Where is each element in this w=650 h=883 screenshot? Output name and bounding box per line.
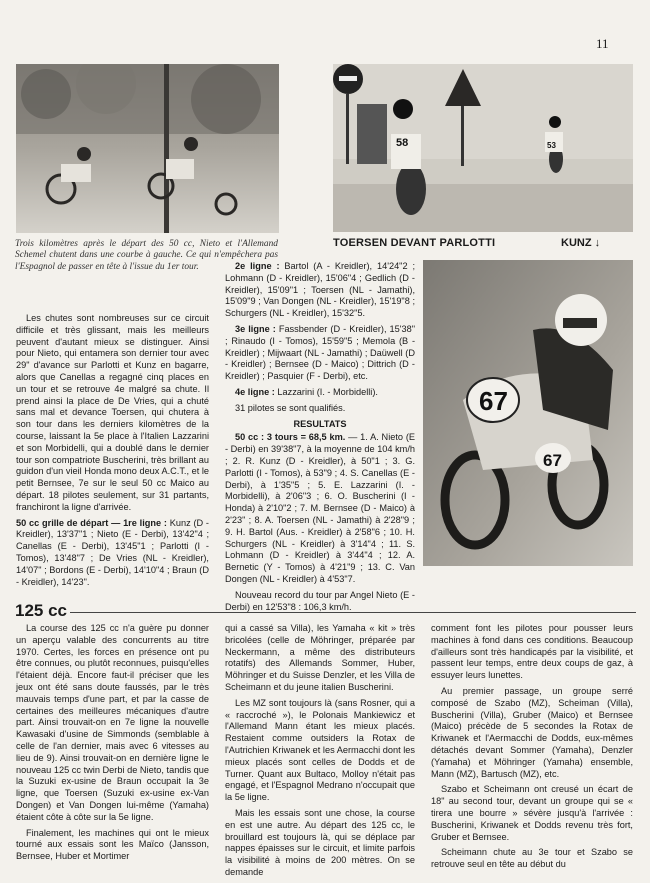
photo-caption: Trois kilomètres après le départ des 50 cc, Nieto et l'Allemand Schemel chutent dans une courbe à gauche. Ce qui n'empêchera pas l'Espagnol de passer en tête à l'issue du 1er tour. xyxy=(15,239,278,272)
grid-50cc-line1 xyxy=(16,518,209,589)
paragraph-mz: Les MZ sont toujours là (sans Rosner, qui a « raccroché »), le Polonais Mankiewicz et l'Allemand Mann étant les mieux placés. Restaient comme outsiders la Rotax de l'Autrichien Kriwanek et les Aermacchi dont les mieux placés sont celles de Dodds et de Turner. Quant aux Bultaco, Molloy n'était pas engagé, et l'Espagnol Medrano n'occupait que la 5e ligne. xyxy=(225,697,415,803)
qualified-note: 31 pilotes se sont qualifiés. xyxy=(235,402,346,413)
bike-number-53: 53 xyxy=(547,141,556,150)
paragraph-chutes: Les chutes sont nombreuses sur ce circuit difficile et très glissant, mais les meilleurs peuvent d'autant mieux se distinguer. Ainsi pour Nieto, qui entamera son dernier tour avec 29" d'avance sur Parlotti et Kunz en bagarre, alors que Canellas a regagné cinq places en un tour et se retrouve 4e malgré sa chute. Il prend ainsi la place de De Vries, qui a chuté sans mal et devance Toersen, qui chutera à son tour dans les derniers kilomètres de la course, laissant la 5e place à l'Italien Lazzarini et son Morbidelli, qui a doublé dans le dernier tour son compatriote Buscherini, très brillant au guidon d'un vieil Honda mono deux A.C.T., et le petit Bernsee, 7e sur le seul 50 cc Maico au départ. 18 pilotes seulement, sur 31 partants, franchiront la ligne d'arrivée. xyxy=(16,313,209,512)
results-50cc xyxy=(225,432,415,585)
kunz-label: KUNZ ↓ xyxy=(561,237,601,249)
bottom-column-3 xyxy=(431,623,633,875)
grid-title: 50 cc grille de départ — 1re ligne : xyxy=(16,517,167,528)
grid-line2 xyxy=(225,261,415,320)
paragraph-szabo: Szabo et Scheimann ont creusé un écart de 18" au second tour, devant un groupe qui se « tirera une bourre » sévère jusqu'à l'arrivée : Buscherini, Kriwanek et Dodds revenu très fort, Gruber et Bernsee. xyxy=(431,784,633,842)
grid-text: Kunz (D - Kreidler), 13'37"1 ; Nieto (E - Derbi), 13'42"4 ; Canellas (E - Derbi), 13'45"1 ; Parlotti (I - Tomos), 13'48"7 ; De Vries (NL - Kreidler), 14'07" ; Bordons (E - Derbi), 14'10"4 ; Braun (D - Kreidler), 14'23". xyxy=(16,517,209,587)
photo-kunz xyxy=(423,260,633,566)
bottom-column-2 xyxy=(225,623,415,883)
bike-number-58: 58 xyxy=(396,137,409,149)
crash-illustration xyxy=(16,64,279,233)
section-rule xyxy=(70,612,636,613)
photo-crash xyxy=(16,64,279,233)
paragraph-course: Mais les essais sont une chose, la course en est une autre. Au départ des 125 cc, le brouillard est toujours là, qui se déplace par nappes épaisses sur le circuit, et limite parfois la visibilité à moins de 200 mètres. On se demande xyxy=(225,807,415,877)
kunz-illustration xyxy=(423,260,633,566)
line3-title: 3e ligne : xyxy=(235,323,276,334)
photo-toersen-parlotti xyxy=(333,64,633,232)
line2-text: Bartol (A - Kreidler), 14'24"2 ; Lohmann (D - Kreidler), 15'06"4 ; Gedlich (D - Kreidler), 15'09"1 ; Toersen (NL - Jamathi), 15'09"9 ; Van Dongen (NL - Kreidler), 15'19"8 ; Schurgers (NL - Kreidler), 15'32"5. xyxy=(225,261,415,319)
article-column-2 xyxy=(225,261,415,617)
race-illustration xyxy=(333,64,633,232)
paragraph-scheimann: Scheimann chute au 3e tour et Szabo se retrouve seul en tête au début du xyxy=(431,847,633,870)
section-title-125cc: 125 cc xyxy=(15,601,67,620)
line2-title: 2e ligne : xyxy=(235,261,280,271)
paragraph-visibilite: comment font les pilotes pour pousser leurs machines à fond dans ces conditions. Beaucoup d'ailleurs sont très handicapés par la visibilité, et passent leur temps, entre deux coups de gaz, à essuyer leurs lunettes. xyxy=(431,623,633,681)
results-head: 50 cc : 3 tours = 68,5 km. xyxy=(235,432,346,443)
page-number: 11 xyxy=(596,36,609,51)
paragraph-125-intro: La course des 125 cc n'a guère pu donner un aperçu valable des concurrents au titre 1970. Certes, les forces en présence ont pu être connues, ou plutôt reconnues, puisqu'elles l'étaient déjà. Encore faut-il préciser que les jeux ont été sans doute faussés, par le très mauvais temps d'une part, et par la casse de certaines des meilleures mécaniques d'autre part. Ainsi trouvait-on en 7e ligne la nouvelle Kawasaki d'usine de Simmonds (semblable à celle de l'an dernier, mais avec 6 vitesses au lieu de 9). Ainsi trouvait-on en dernière ligne le nouveau 125 cc twin Derbi de Nieto, tandis que la Suzuki ex-usine de Braun occupait la 3e ligne, que Toersen (Suzuki ex-usine ex-Van Dongen) et Van Dongen lui-même (Yamaha) étaient côte à côte sur la 5e ligne. xyxy=(16,623,209,822)
lap-record: Nouveau record du tour par Angel Nieto (E - Derbi) en 12'53"8 : 106,3 km/h. xyxy=(225,589,415,612)
paragraph-125-essais: Finalement, les machines qui ont le mieux tourné aux essais sont les Maïco (Jansson, Bernsee, Huber et Mortimer xyxy=(16,827,209,862)
results-title: RESULTATS xyxy=(293,418,347,429)
line4-text: Lazzarini (I. - Morbidelli). xyxy=(274,386,378,397)
grid-line3 xyxy=(225,324,415,383)
results-text: — 1. A. Nieto (E - Derbi) en 39'38"7, à la moyenne de 104 km/h ; 2. R. Kunz (D - Kreidler), à 50"1 ; 3. G. Parlotti (I - Tomos), à 53"9 ; 4. S. Canellas (E - Derbi), à 1'35"5 ; 5. E. Lazzarini (I. - Morbidelli), à 2'06"3 ; 6. O. Buscherini (I - Honda) à 2'10"2 ; 7. M. Bernsee (D - Maico) à 2'23" ; 8. A. Toersen (NL - Jamathi) à 2'28"9 ; 9. H. Bartol (Aus. - Kreidler) à 2'58"6 ; 10. H. Schurgers (NL - Kreidler) à 3'14"4 ; 11. S. Lohmann (D - Kreidler) à 3'44"4 ; 12. A. Bernetic (Y - Tomos) à 4'21"9 ; 13. C. Van Dongen (NL - Kreidler) à 4'53"7. xyxy=(225,432,416,584)
paragraph-yamaha: qui a cassé sa Villa), les Yamaha « kit » très bricolées (celle de Möhringer, préparée par Neckermann, a même des distributeurs rotatifs) des Allemands Sommer, Huber, Möhringer et du Suisse Denzler, et les Villa de Scheimann et du jeune italien Buscherini. xyxy=(225,623,415,692)
line4-title: 4e ligne : xyxy=(235,386,275,397)
article-column-1 xyxy=(16,313,209,592)
grid-line4 xyxy=(225,387,415,399)
photo-headline: TOERSEN DEVANT PARLOTTI xyxy=(333,237,496,249)
bottom-column-1 xyxy=(16,623,209,867)
paragraph-premier-passage: Au premier passage, un groupe serré composé de Szabo (MZ), Scheiman (Villa), Buscherini (Villa), Gruber (Maico) et Bernsee (Maico) précède de 5 secondes la Rotax de Kriwanek et l'Aermacchi de Dodds, eux-mêmes détachés devant Sommer (Yamaha), Denzler (Yamaha) et Möhringer (Yamaha) ensemble, Mann (MZ), Bartusch (MZ), etc. xyxy=(431,685,633,779)
bike-number-67-front: 67 xyxy=(479,386,508,416)
line3-text: Fassbender (D - Kreidler), 15'38" ; Rinaudo (I - Tomos), 15'59"5 ; Memola (B - Kreidler) ; Mijwaart (NL - Jamathi) ; Daüwell (D - Kreidler) ; Bernsee (D - Maico) ; Dittrich (D - Kreidler) ; Pasquier (F - Derbi), etc. xyxy=(225,323,415,382)
bike-number-67-side: 67 xyxy=(543,451,562,470)
